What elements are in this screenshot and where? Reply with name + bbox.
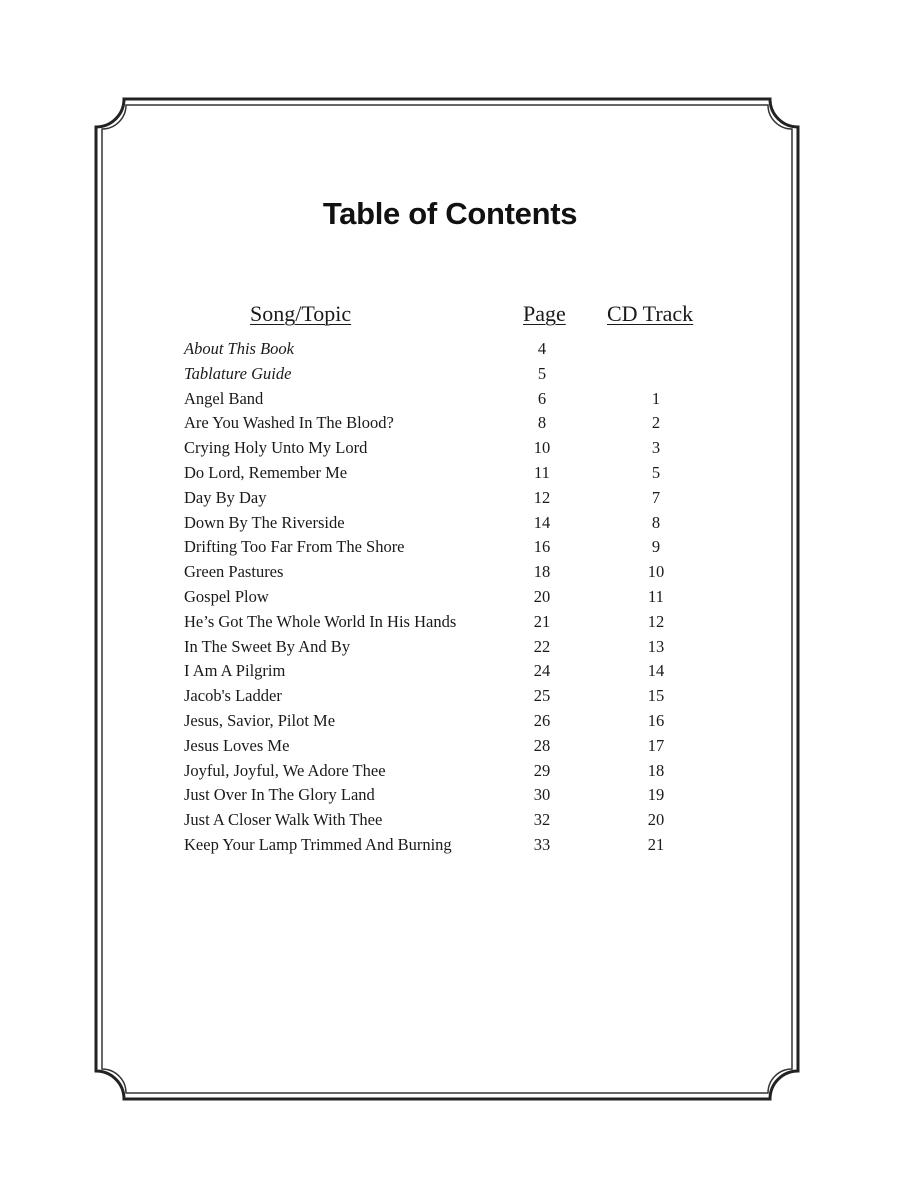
entry-cd-track: 15 <box>647 686 665 706</box>
entry-page-number: 20 <box>533 587 551 606</box>
toc-entry <box>0 835 900 859</box>
entry-page-number: 26 <box>533 711 551 730</box>
entry-title: In The Sweet By And By <box>184 636 351 656</box>
entry-cd-track: 7 <box>651 487 661 507</box>
entry-page-number: 16 <box>533 537 551 557</box>
entry-title: Jesus, Savior, Pilot Me <box>184 711 336 730</box>
entry-page-number: 18 <box>533 562 551 582</box>
entry-title: Day By Day <box>184 487 267 507</box>
entry-page-number: 28 <box>533 735 551 755</box>
toc-entry <box>0 612 900 636</box>
entry-cd-track: 14 <box>647 661 665 681</box>
toc-entry <box>0 785 900 809</box>
entry-cd-track: 13 <box>647 636 665 656</box>
toc-entry <box>0 537 900 561</box>
entry-cd-track: 19 <box>647 785 665 805</box>
entry-cd-track: 17 <box>647 735 665 755</box>
entry-title: About This Book <box>184 339 294 358</box>
toc-entry <box>0 513 900 537</box>
column-header-cd-track: CD Track <box>607 301 694 326</box>
entry-title: Keep Your Lamp Trimmed And Burning <box>184 835 452 854</box>
entry-title: Tablature Guide <box>184 363 292 383</box>
toc-entry <box>0 364 900 388</box>
entry-title: Angel Band <box>184 388 264 408</box>
entry-title: Crying Holy Unto My Lord <box>184 438 368 458</box>
toc-entry <box>0 810 900 834</box>
entry-title: Down By The Riverside <box>184 512 345 532</box>
entry-page-number: 5 <box>537 363 547 383</box>
page-title: Table of Contents <box>322 196 578 231</box>
entry-page-number: 10 <box>533 438 551 458</box>
entry-cd-track: 1 <box>651 388 661 408</box>
entry-cd-track: 21 <box>647 835 665 854</box>
entry-page-number: 6 <box>537 388 547 408</box>
toc-entry <box>0 438 900 462</box>
entry-page-number: 4 <box>537 339 547 358</box>
entry-page-number: 12 <box>533 487 551 507</box>
toc-entry <box>0 736 900 760</box>
toc-entry <box>0 562 900 586</box>
entry-title: Jesus Loves Me <box>184 735 290 755</box>
toc-entry <box>0 637 900 661</box>
entry-page-number: 11 <box>534 463 550 482</box>
entry-cd-track: 20 <box>647 810 665 830</box>
toc-entry <box>0 339 900 363</box>
toc-entry <box>0 711 900 735</box>
entry-page-number: 14 <box>533 512 551 532</box>
toc-entry <box>0 389 900 413</box>
entry-cd-track: 9 <box>651 537 661 557</box>
entry-cd-track: 3 <box>651 438 661 458</box>
toc-entry <box>0 661 900 685</box>
entry-page-number: 30 <box>533 785 551 805</box>
entry-cd-track: 10 <box>647 562 665 582</box>
entry-title: Gospel Plow <box>184 587 269 606</box>
entry-page-number: 25 <box>533 686 551 706</box>
toc-entry <box>0 761 900 785</box>
entry-page-number: 33 <box>533 835 551 854</box>
entry-title: Just Over In The Glory Land <box>184 785 375 805</box>
entry-cd-track: 2 <box>651 413 661 433</box>
entry-page-number: 29 <box>533 760 551 780</box>
entry-title: He’s Got The Whole World In His Hands <box>184 611 457 631</box>
entry-title: I Am A Pilgrim <box>184 661 286 681</box>
entry-title: Do Lord, Remember Me <box>184 463 348 482</box>
entry-title: Green Pastures <box>184 562 284 582</box>
entry-cd-track: 8 <box>651 512 661 532</box>
entry-page-number: 21 <box>533 611 551 631</box>
entry-page-number: 24 <box>533 661 551 681</box>
column-header-page: Page <box>523 301 566 326</box>
entry-cd-track: 11 <box>648 587 664 606</box>
entry-cd-track: 18 <box>647 760 665 780</box>
entry-cd-track: 16 <box>647 711 665 730</box>
entry-cd-track: 12 <box>647 611 665 631</box>
toc-entry <box>0 587 900 611</box>
toc-entry <box>0 463 900 487</box>
toc-entry <box>0 413 900 437</box>
column-header-song-topic: Song/Topic <box>250 301 352 326</box>
entry-title: Jacob's Ladder <box>184 686 282 706</box>
toc-entry <box>0 686 900 710</box>
entry-title: Joyful, Joyful, We Adore Thee <box>184 760 386 780</box>
entry-page-number: 32 <box>533 810 551 830</box>
entry-title: Just A Closer Walk With Thee <box>184 810 383 830</box>
entry-page-number: 8 <box>537 413 547 433</box>
toc-entry <box>0 488 900 512</box>
entry-cd-track: 5 <box>651 463 661 482</box>
entry-title: Are You Washed In The Blood? <box>184 413 394 433</box>
entry-page-number: 22 <box>533 636 551 656</box>
entry-title: Drifting Too Far From The Shore <box>184 537 405 557</box>
